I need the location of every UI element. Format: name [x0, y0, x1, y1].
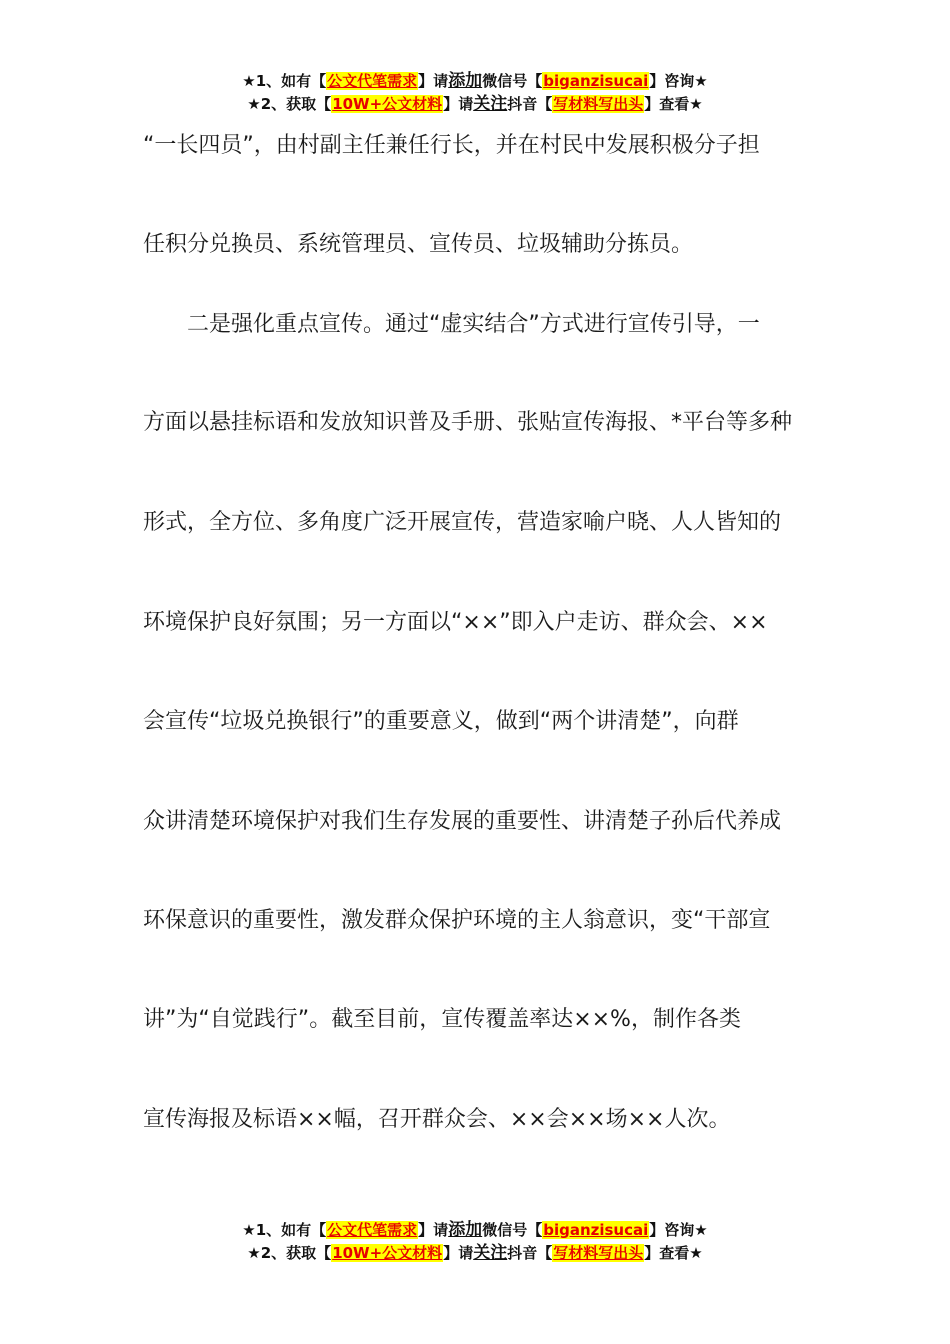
body-line-5: 形式，全方位、多角度广泛开展宣传，营造家喻户晓、人人皆知的 — [143, 510, 782, 535]
banner-line-2-mid: 】请 — [443, 95, 474, 113]
body-line-7: 会宣传“垃圾兑换银行”的重要意义，做到“两个讲清楚”，向群 — [143, 709, 739, 734]
footer-banner-line-2 — [0, 1242, 950, 1265]
footer-banner-line-2-prefix: ★2、获取【 — [247, 1244, 332, 1262]
banner-line-2 — [0, 93, 950, 116]
banner-line-2-highlight-douyin: 写材料写出头 — [553, 95, 644, 113]
footer-banner-line-2-highlight-douyin: 写材料写出头 — [553, 1244, 644, 1262]
body-line-10: 讲”为“自觉践行”。截至目前，宣传覆盖率达××%，制作各类 — [143, 1007, 741, 1032]
footer-banner-line-2-emphasis: 关注 — [473, 1243, 508, 1263]
footer-banner-line-1-suffix: 】咨询★ — [649, 1221, 708, 1239]
banner-line-1 — [0, 70, 950, 93]
banner-line-2-emphasis: 关注 — [473, 94, 508, 114]
body-line-8: 众讲清楚环境保护对我们生存发展的重要性、讲清楚子孙后代养成 — [143, 809, 782, 834]
banner-line-1-prefix: ★1、如有【 — [242, 72, 327, 90]
banner-line-2-mid-2: 抖音【 — [507, 95, 553, 113]
body-line-2: 任积分兑换员、系统管理员、宣传员、垃圾辅助分拣员。 — [143, 232, 694, 257]
header-banner — [0, 70, 950, 116]
footer-banner-line-1-prefix: ★1、如有【 — [242, 1221, 327, 1239]
footer-banner-line-1-highlight-wechat: biganzisucai — [543, 1221, 649, 1239]
body-line-6: 环境保护良好氛围；另一方面以“××”即入户走访、群众会、×× — [143, 610, 768, 635]
body-line-3-paragraph-start: 二是强化重点宣传。通过“虚实结合”方式进行宣传引导，一 — [187, 312, 760, 337]
footer-banner-line-1-emphasis: 添加 — [448, 1220, 483, 1240]
footer-banner-line-2-highlight-materials: 10W+公文材料 — [332, 1244, 443, 1262]
footer-banner-line-2-suffix: 】查看★ — [644, 1244, 703, 1262]
banner-line-1-suffix: 】咨询★ — [649, 72, 708, 90]
banner-line-1-highlight-wechat: biganzisucai — [543, 72, 649, 90]
footer-banner — [0, 1219, 950, 1265]
banner-line-2-prefix: ★2、获取【 — [247, 95, 332, 113]
footer-banner-line-1 — [0, 1219, 950, 1242]
banner-line-2-highlight-materials: 10W+公文材料 — [332, 95, 443, 113]
banner-line-1-emphasis: 添加 — [448, 71, 483, 91]
footer-banner-line-2-mid-2: 抖音【 — [507, 1244, 553, 1262]
body-line-9: 环保意识的重要性，激发群众保护环境的主人翁意识，变“干部宣 — [143, 908, 771, 933]
body-line-11: 宣传海报及标语××幅，召开群众会、××会××场××人次。 — [143, 1107, 731, 1132]
banner-line-1-highlight-service: 公文代笔需求 — [327, 72, 418, 90]
footer-banner-line-1-mid: 】请 — [418, 1221, 449, 1239]
footer-banner-line-1-mid-2: 微信号【 — [482, 1221, 543, 1239]
body-line-1: “一长四员”，由村副主任兼任行长，并在村民中发展积极分子担 — [143, 133, 760, 158]
footer-banner-line-1-highlight-service: 公文代笔需求 — [327, 1221, 418, 1239]
banner-line-1-mid: 】请 — [418, 72, 449, 90]
footer-banner-line-2-mid: 】请 — [443, 1244, 474, 1262]
banner-line-1-mid-2: 微信号【 — [482, 72, 543, 90]
body-line-4: 方面以悬挂标语和发放知识普及手册、张贴宣传海报、*平台等多种 — [143, 410, 793, 435]
banner-line-2-suffix: 】查看★ — [644, 95, 703, 113]
